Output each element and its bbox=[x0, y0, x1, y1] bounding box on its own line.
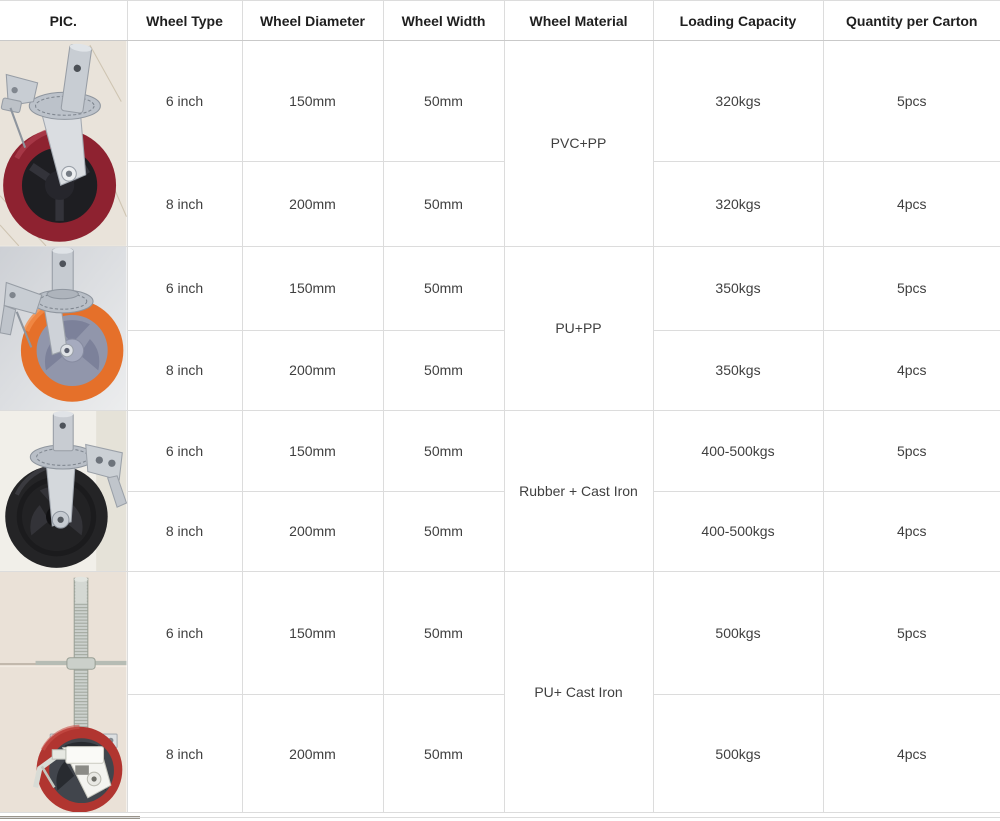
wheel-type-cell: 6 inch bbox=[127, 571, 242, 694]
stem bbox=[53, 411, 73, 451]
header-pic: PIC. bbox=[0, 1, 127, 41]
loading-capacity-cell: 500kgs bbox=[653, 571, 823, 694]
table-row bbox=[0, 41, 1000, 162]
orange-pu-caster-photo bbox=[0, 247, 127, 410]
wheel-material-cell: Rubber + Cast Iron bbox=[504, 410, 653, 571]
quantity-cell: 4pcs bbox=[823, 162, 1000, 246]
table-row bbox=[0, 410, 1000, 491]
wheel-type-cell: 8 inch bbox=[127, 162, 242, 246]
header-loading-capacity: Loading Capacity bbox=[653, 1, 823, 41]
wheel-type-cell: 8 inch bbox=[127, 330, 242, 410]
table-row bbox=[0, 491, 1000, 571]
bottom-edge bbox=[0, 813, 1000, 821]
wheel-material-cell: PU+ Cast Iron bbox=[504, 571, 653, 812]
wheel-material-cell: PVC+PP bbox=[504, 41, 653, 247]
header-wheel-width: Wheel Width bbox=[383, 1, 504, 41]
red-pvc-caster-photo bbox=[0, 41, 127, 246]
table-row bbox=[0, 330, 1000, 410]
pic-cell-rubber-cast-iron bbox=[0, 410, 127, 571]
header-row bbox=[0, 1, 1000, 41]
wheel-diameter-cell: 150mm bbox=[242, 571, 383, 694]
header-wheel-material: Wheel Material bbox=[504, 1, 653, 41]
wheel-diameter-cell: 150mm bbox=[242, 410, 383, 491]
wheel-type-cell: 8 inch bbox=[127, 694, 242, 813]
screw-jack-caster-photo bbox=[0, 572, 127, 812]
loading-capacity-cell: 350kgs bbox=[653, 246, 823, 330]
wheel-material-cell: PU+PP bbox=[504, 246, 653, 410]
wheel-diameter-cell: 200mm bbox=[242, 491, 383, 571]
wheel-width-cell: 50mm bbox=[383, 694, 504, 813]
header-wheel-diameter: Wheel Diameter bbox=[242, 1, 383, 41]
wheel-width-cell: 50mm bbox=[383, 571, 504, 694]
pic-cell-pvc-pp bbox=[0, 41, 127, 247]
bottom-edge-shadow bbox=[0, 816, 140, 819]
wheel-width-cell: 50mm bbox=[383, 330, 504, 410]
loading-capacity-cell: 350kgs bbox=[653, 330, 823, 410]
black-rubber-caster-photo bbox=[0, 411, 127, 571]
wheel-type-cell: 6 inch bbox=[127, 246, 242, 330]
table-row bbox=[0, 571, 1000, 694]
wheel-width-cell: 50mm bbox=[383, 246, 504, 330]
quantity-cell: 5pcs bbox=[823, 246, 1000, 330]
quantity-cell: 5pcs bbox=[823, 571, 1000, 694]
wheel-diameter-cell: 200mm bbox=[242, 330, 383, 410]
stem bbox=[47, 247, 78, 298]
wheel-diameter-cell: 150mm bbox=[242, 246, 383, 330]
table-row bbox=[0, 246, 1000, 330]
header-wheel-type: Wheel Type bbox=[127, 1, 242, 41]
wheel-width-cell: 50mm bbox=[383, 162, 504, 246]
loading-capacity-cell: 320kgs bbox=[653, 162, 823, 246]
pic-cell-pu-pp bbox=[0, 246, 127, 410]
wheel-width-cell: 50mm bbox=[383, 491, 504, 571]
quantity-cell: 5pcs bbox=[823, 41, 1000, 162]
table-row bbox=[0, 694, 1000, 813]
table-row bbox=[0, 162, 1000, 246]
wheel-type-cell: 6 inch bbox=[127, 41, 242, 162]
wheel-width-cell: 50mm bbox=[383, 410, 504, 491]
quantity-cell: 5pcs bbox=[823, 410, 1000, 491]
quantity-cell: 4pcs bbox=[823, 491, 1000, 571]
loading-capacity-cell: 500kgs bbox=[653, 694, 823, 813]
quantity-cell: 4pcs bbox=[823, 694, 1000, 813]
header-quantity-per-carton: Quantity per Carton bbox=[823, 1, 1000, 41]
wheel-diameter-cell: 200mm bbox=[242, 694, 383, 813]
loading-capacity-cell: 400-500kgs bbox=[653, 491, 823, 571]
pic-cell-pu-cast-iron bbox=[0, 571, 127, 812]
loading-capacity-cell: 320kgs bbox=[653, 41, 823, 162]
wheel-type-cell: 6 inch bbox=[127, 410, 242, 491]
wheel-diameter-cell: 150mm bbox=[242, 41, 383, 162]
wheel-diameter-cell: 200mm bbox=[242, 162, 383, 246]
wheel-type-cell: 8 inch bbox=[127, 491, 242, 571]
quantity-cell: 4pcs bbox=[823, 330, 1000, 410]
loading-capacity-cell: 400-500kgs bbox=[653, 410, 823, 491]
wheel-width-cell: 50mm bbox=[383, 41, 504, 162]
